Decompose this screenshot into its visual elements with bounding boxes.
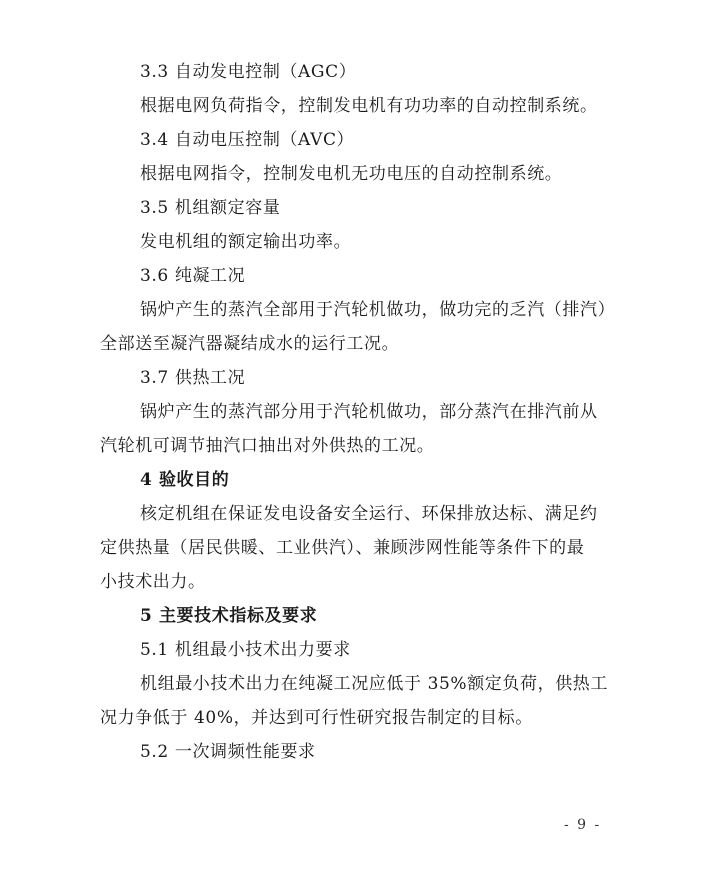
section-heading-5-2: 5.2 一次调频性能要求	[140, 742, 316, 762]
section-heading-3-4: 3.4 自动电压控制（AVC）	[140, 130, 355, 150]
section-heading-3-5: 3.5 机组额定容量	[140, 198, 281, 218]
section-heading-4: 4 验收目的	[140, 470, 230, 490]
section-heading-3-6: 3.6 纯凝工况	[140, 266, 246, 286]
section-heading-3-7: 3.7 供热工况	[140, 368, 246, 388]
section-heading-5-1: 5.1 机组最小技术出力要求	[140, 640, 351, 660]
paragraph-line: 核定机组在保证发电设备安全运行、环保排放达标、满足约	[140, 504, 598, 524]
paragraph-line: 定供热量（居民供暖、工业供汽）、兼顾涉网性能等条件下的最	[100, 538, 585, 558]
paragraph-line: 锅炉产生的蒸汽全部用于汽轮机做功，做功完的乏汽（排汽）	[140, 300, 616, 320]
paragraph-line: 锅炉产生的蒸汽部分用于汽轮机做功，部分蒸汽在排汽前从	[140, 402, 598, 422]
paragraph-line: 汽轮机可调节抽汽口抽出对外供热的工况。	[100, 436, 435, 456]
paragraph-line: 小技术出力。	[100, 572, 206, 592]
paragraph-line: 全部送至凝汽器凝结成水的运行工况。	[100, 334, 400, 354]
paragraph-line: 根据电网指令，控制发电机无功电压的自动控制系统。	[140, 164, 563, 184]
paragraph-line: 发电机组的额定输出功率。	[140, 232, 352, 252]
paragraph-line: 机组最小技术出力在纯凝工况应低于 35%额定负荷，供热工	[140, 674, 608, 694]
paragraph-line: 根据电网负荷指令，控制发电机有功功率的自动控制系统。	[140, 96, 598, 116]
paragraph-line: 况力争低于 40%，并达到可行性研究报告制定的目标。	[100, 708, 533, 728]
section-heading-5: 5 主要技术指标及要求	[140, 606, 318, 626]
page-number: - 9 -	[564, 817, 602, 833]
section-heading-3-3: 3.3 自动发电控制（AGC）	[140, 62, 357, 82]
